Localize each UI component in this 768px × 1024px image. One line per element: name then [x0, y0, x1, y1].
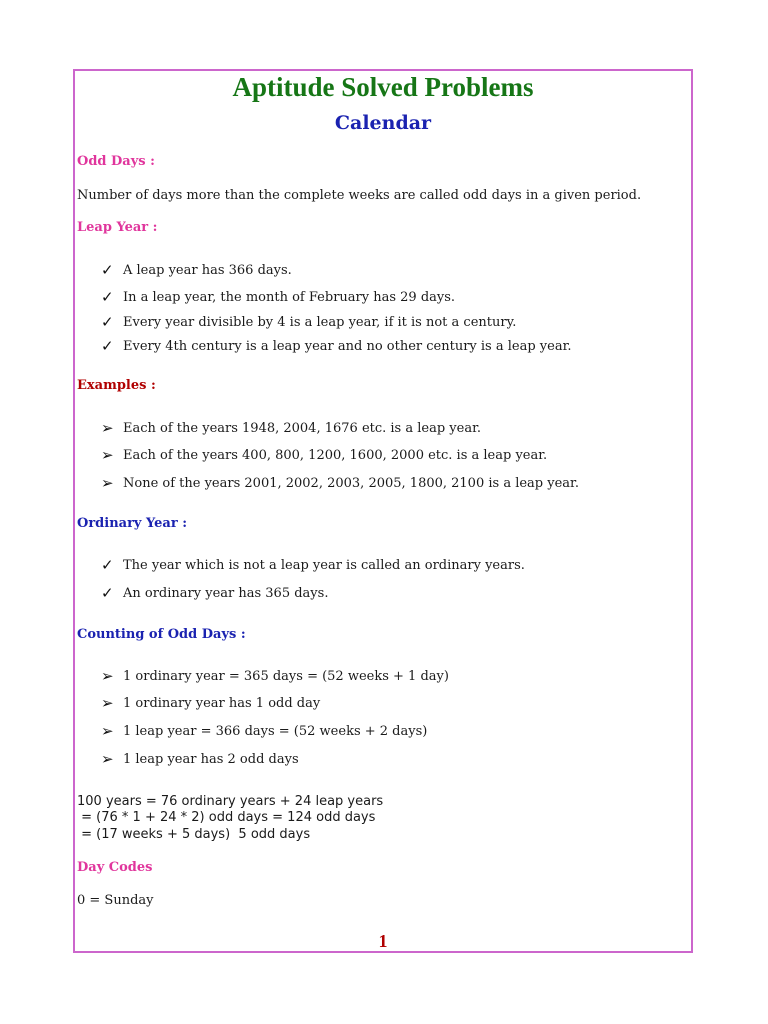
- arrow-icon: ➢: [101, 666, 114, 685]
- examples-heading: Examples :: [77, 378, 156, 393]
- arrow-icon: ➢: [101, 693, 114, 712]
- list-item: ✓ Every year divisible by 4 is a leap year, if it is not a century.: [101, 312, 517, 331]
- list-item: ➢ Each of the years 400, 800, 1200, 1600, 2000 etc. is a leap year.: [101, 445, 548, 464]
- calc-line: = (76 * 1 + 24 * 2) odd days = 124 odd days: [77, 810, 376, 825]
- arrow-icon: ➢: [101, 418, 114, 437]
- leap-year-heading: Leap Year :: [77, 220, 158, 235]
- list-item: ✓ Every 4th century is a leap year and no other century is a leap year.: [101, 336, 572, 355]
- list-item: ➢ None of the years 2001, 2002, 2003, 2005, 1800, 2100 is a leap year.: [101, 473, 579, 492]
- arrow-icon: ➢: [101, 721, 114, 740]
- page-title: Aptitude Solved Problems: [232, 72, 534, 102]
- ordinary-year-heading: Ordinary Year :: [77, 516, 188, 531]
- checkmark-icon: ✓: [101, 260, 114, 279]
- counting-odd-days-heading: Counting of Odd Days :: [77, 627, 246, 642]
- checkmark-icon: ✓: [101, 336, 114, 355]
- checkmark-icon: ✓: [101, 555, 114, 574]
- calc-line: = (17 weeks + 5 days) 5 odd days: [77, 827, 311, 842]
- odd-days-heading: Odd Days :: [77, 154, 155, 169]
- list-item: ✓ The year which is not a leap year is called an ordinary years.: [101, 555, 525, 574]
- checkmark-icon: ✓: [101, 312, 114, 331]
- checkmark-icon: ✓: [101, 583, 114, 602]
- list-item: ✓ An ordinary year has 365 days.: [101, 583, 329, 602]
- list-item: ➢ 1 ordinary year = 365 days = (52 weeks + 1 day): [101, 666, 449, 685]
- list-item: ✓ In a leap year, the month of February has 29 days.: [101, 287, 456, 306]
- list-item: ➢ 1 leap year has 2 odd days: [101, 749, 299, 768]
- page-subtitle: Calendar: [334, 112, 432, 134]
- day-codes-heading: Day Codes: [77, 860, 153, 875]
- list-item: ➢ 1 leap year = 366 days = (52 weeks + 2 days): [101, 721, 428, 740]
- list-item: ✓ A leap year has 366 days.: [101, 260, 292, 279]
- arrow-icon: ➢: [101, 749, 114, 768]
- page-number: 1: [378, 931, 388, 951]
- arrow-icon: ➢: [101, 445, 114, 464]
- arrow-icon: ➢: [101, 473, 114, 492]
- list-item: ➢ 1 ordinary year has 1 odd day: [101, 693, 321, 712]
- checkmark-icon: ✓: [101, 287, 114, 306]
- day-code-entry: 0 = Sunday: [77, 893, 154, 908]
- list-item: ➢ Each of the years 1948, 2004, 1676 etc. is a leap year.: [101, 418, 482, 437]
- calc-line: 100 years = 76 ordinary years + 24 leap years: [77, 794, 384, 809]
- odd-days-definition: Number of days more than the complete weeks are called odd days in a given period.: [77, 188, 642, 203]
